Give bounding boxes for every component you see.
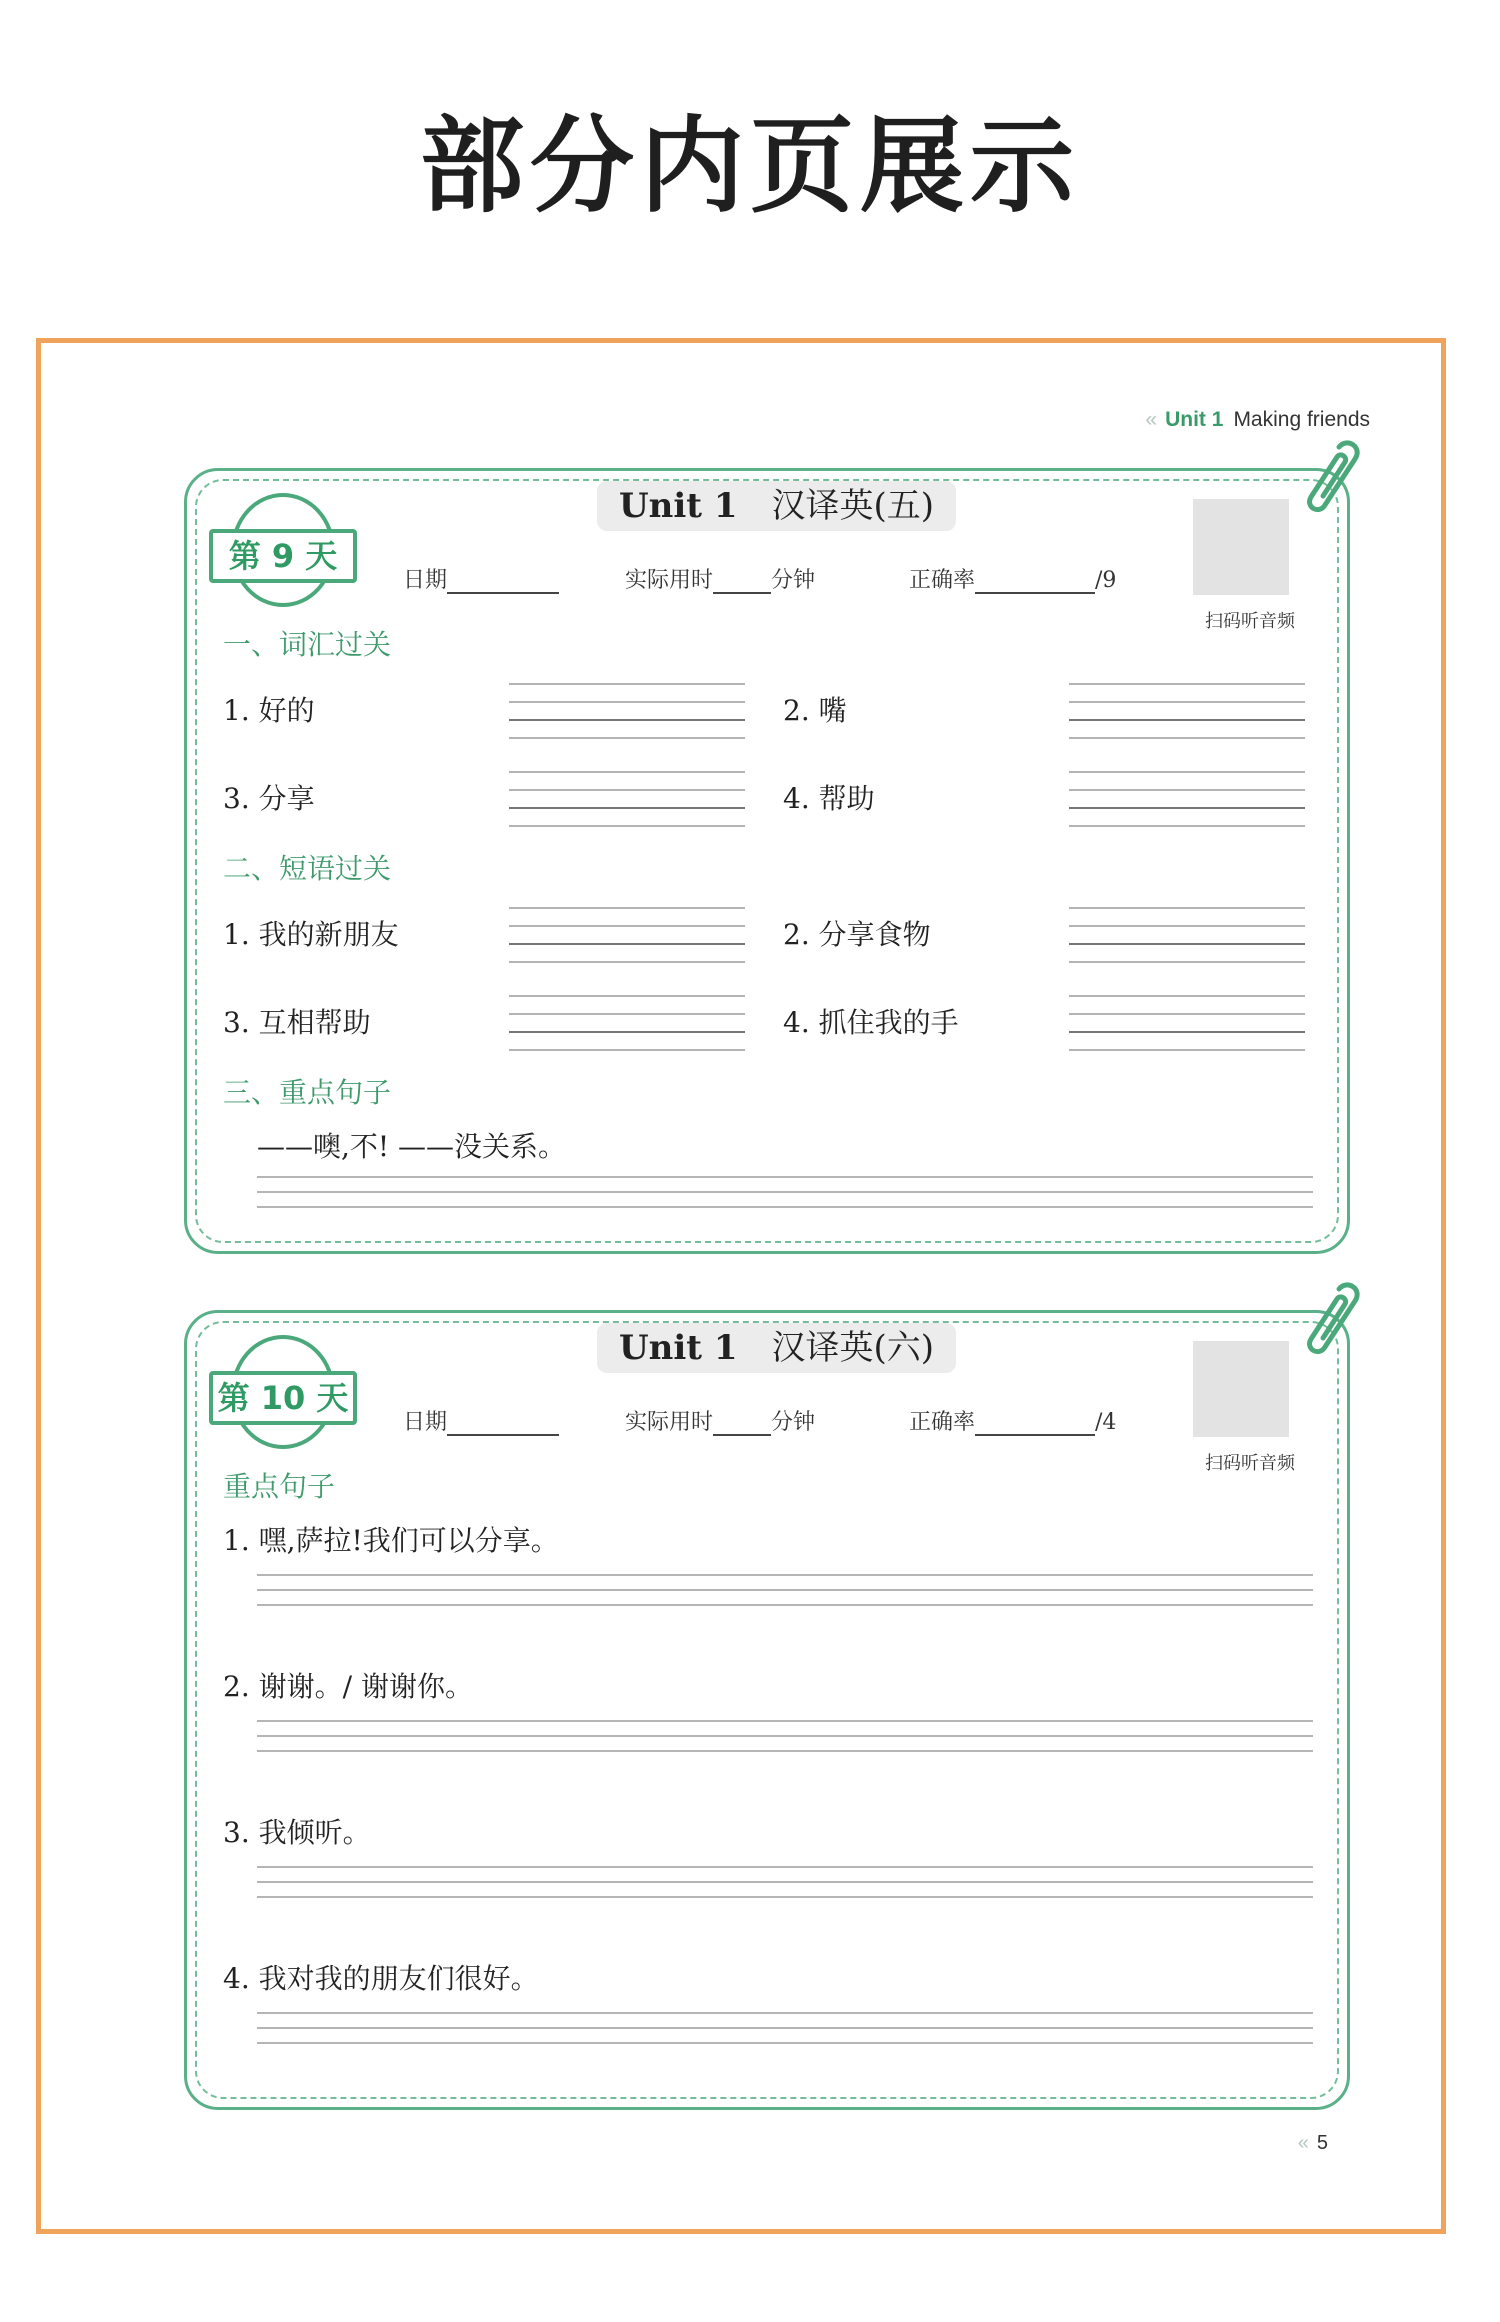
time-label: 实际用时 [625, 568, 714, 593]
date-label: 日期 [403, 568, 448, 593]
list-item: 4. 帮助 [783, 782, 875, 815]
answer-lines[interactable] [509, 667, 745, 739]
accuracy-total: /9 [1095, 568, 1117, 593]
answer-lines[interactable] [1069, 667, 1305, 739]
time-blank [713, 1410, 771, 1436]
list-item: 1. 嘿,萨拉!我们可以分享。 [223, 1524, 559, 1557]
card-title-unit: Unit 1 [619, 486, 738, 526]
list-item: 4. 我对我的朋友们很好。 [223, 1962, 539, 1995]
day-badge [209, 493, 357, 613]
answer-lines[interactable] [509, 755, 745, 827]
card-title-task: 汉译英(六) [771, 1328, 935, 1368]
date-label: 日期 [403, 1410, 448, 1435]
answer-lines[interactable] [1069, 891, 1305, 963]
accuracy-label: 正确率 [909, 568, 976, 593]
answer-lines[interactable] [509, 891, 745, 963]
page-number [1298, 2132, 1328, 2155]
section-title-sentences: 重点句子 [223, 1470, 336, 1503]
list-item: 1. 我的新朋友 [223, 918, 399, 951]
answer-lines[interactable] [257, 1561, 1313, 1617]
section-title-vocab: 一、词汇过关 [223, 628, 392, 661]
running-header-unit: Unit 1 [1165, 408, 1224, 431]
card-title-tab [597, 1323, 956, 1373]
page-number-value: 5 [1316, 2132, 1328, 2154]
section-title-sentences: 三、重点句子 [223, 1076, 392, 1109]
list-item: 3. 我倾听。 [223, 1816, 371, 1849]
list-item: 2. 嘴 [783, 694, 847, 727]
list-item: 4. 抓住我的手 [783, 1006, 959, 1039]
key-sentence: ——噢,不! ——没关系。 [257, 1130, 567, 1163]
running-header [1145, 408, 1370, 432]
answer-lines[interactable] [1069, 979, 1305, 1051]
qr-code[interactable] [1193, 1341, 1289, 1437]
list-item: 3. 互相帮助 [223, 1006, 371, 1039]
scan-label: 扫码听音频 [1205, 1453, 1295, 1474]
time-unit: 分钟 [771, 568, 816, 593]
accuracy-total: /4 [1095, 1410, 1117, 1435]
list-item: 2. 分享食物 [783, 918, 931, 951]
page-heading: 部分内页展示 [419, 105, 1080, 227]
time-label: 实际用时 [625, 1410, 714, 1435]
date-blank [447, 568, 559, 594]
day-label: 第 9 天 [209, 529, 357, 583]
section-title-phrases: 二、短语过关 [223, 852, 392, 885]
card-title-tab [597, 481, 956, 531]
running-header-topic: Making friends [1233, 408, 1370, 431]
list-item: 1. 好的 [223, 694, 315, 727]
answer-lines[interactable] [1069, 755, 1305, 827]
date-field [403, 563, 559, 594]
accuracy-blank [975, 1410, 1095, 1436]
time-field [625, 563, 815, 594]
date-blank [447, 1410, 559, 1436]
scan-label: 扫码听音频 [1205, 611, 1295, 632]
card-title-task: 汉译英(五) [771, 486, 935, 526]
exercise-card-day-10 [184, 1310, 1350, 2110]
time-unit: 分钟 [771, 1410, 816, 1435]
accuracy-field [909, 563, 1116, 594]
answer-lines[interactable] [509, 979, 745, 1051]
answer-lines[interactable] [257, 1999, 1313, 2055]
card-title-unit: Unit 1 [619, 1328, 738, 1368]
date-field [403, 1405, 559, 1436]
accuracy-field [909, 1405, 1116, 1436]
paperclip-icon [1299, 1281, 1363, 1367]
qr-code[interactable] [1193, 499, 1289, 595]
list-item: 3. 分享 [223, 782, 315, 815]
chevron-left-icon: « [1297, 2132, 1309, 2154]
time-blank [713, 568, 771, 594]
day-label: 第 10 天 [209, 1371, 357, 1425]
answer-lines[interactable] [257, 1163, 1313, 1219]
exercise-card-day-9 [184, 468, 1350, 1254]
answer-lines[interactable] [257, 1853, 1313, 1909]
chevron-left-icon: « [1145, 408, 1158, 431]
accuracy-blank [975, 568, 1095, 594]
answer-lines[interactable] [257, 1707, 1313, 1763]
time-field [625, 1405, 815, 1436]
paperclip-icon [1299, 439, 1363, 525]
accuracy-label: 正确率 [909, 1410, 976, 1435]
day-badge [209, 1335, 357, 1455]
list-item: 2. 谢谢。/ 谢谢你。 [223, 1670, 473, 1703]
